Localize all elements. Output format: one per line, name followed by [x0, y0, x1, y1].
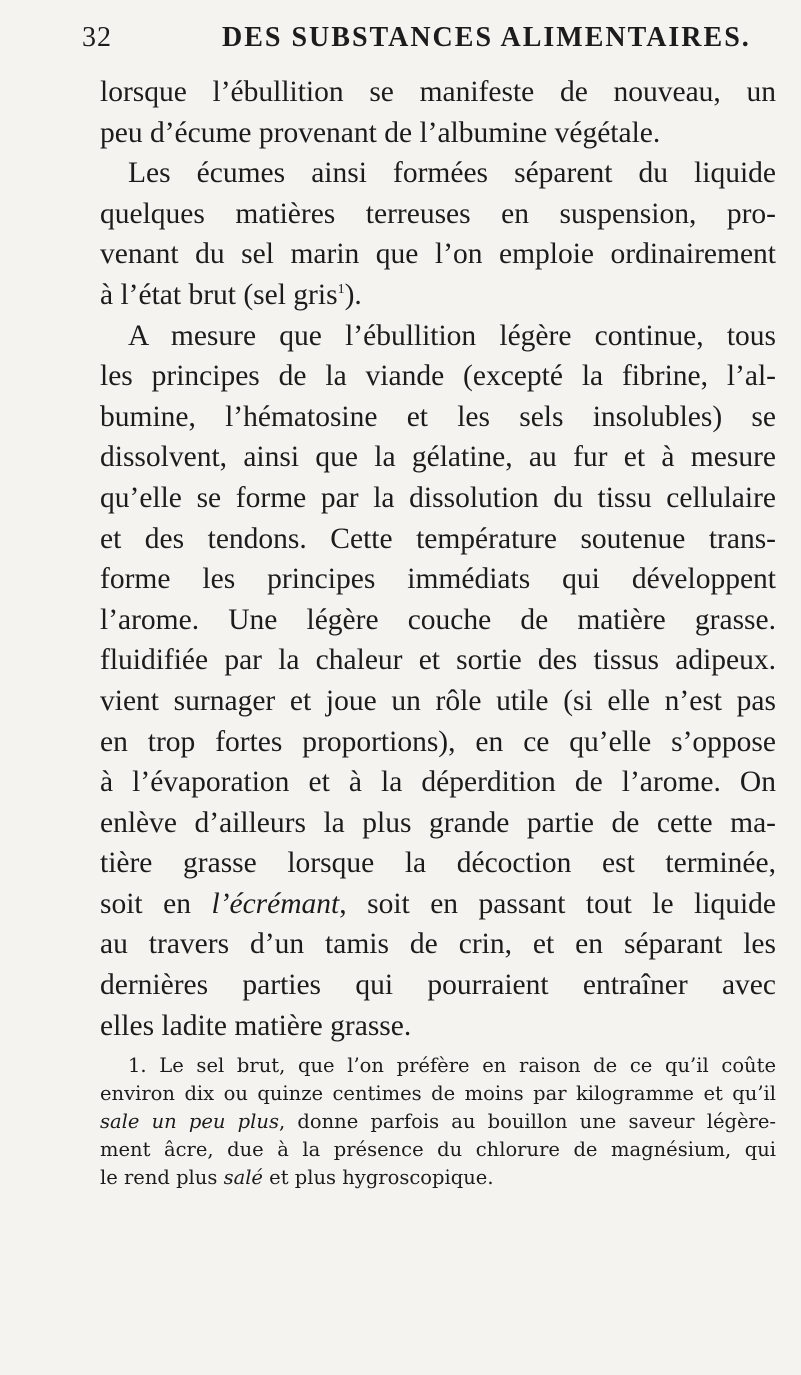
footnote-line	[100, 1108, 776, 1136]
footnote-line: ment âcre, due à la présence du chlorure de magnésium, qui	[100, 1138, 776, 1161]
footnote-line: 1. Le sel brut, que l’on préfère en raison de ce qu’il coûte	[128, 1054, 776, 1077]
text-line: l’arome. Une légère couche de matière grasse.	[100, 603, 776, 636]
page-number: 32	[82, 22, 112, 53]
text-line: elles ladite matière grasse.	[100, 1009, 412, 1042]
text-segment: soit en	[100, 887, 212, 920]
text-line: dernières parties qui pourraient entraîner avec	[100, 969, 776, 1002]
italic-term: l’écrémant	[211, 887, 340, 920]
text-line: Les écumes ainsi formées séparent du liquide	[128, 157, 776, 190]
text-line: lorsque l’ébullition se manifeste de nouveau, un	[100, 76, 776, 108]
text-line	[100, 275, 776, 316]
text-line: les principes de la viande (excepté la fibrine, l’al-	[100, 360, 776, 393]
main-text	[100, 72, 776, 1046]
text-line: bumine, l’hématosine et les sels insolubles) se	[100, 400, 776, 433]
text-line: et des tendons. Cette température soutenue trans-	[100, 522, 776, 555]
text-line	[100, 884, 776, 925]
text-line: à l’évaporation et à la déperdition de l’arome. On	[100, 766, 776, 799]
running-header	[82, 22, 772, 62]
text-line: forme les principes immédiats qui développent	[100, 563, 776, 596]
text-line: au travers d’un tamis de crin, et en séparant les	[100, 928, 776, 961]
text-line: enlève d’ailleurs la plus grande partie de cette ma-	[100, 806, 776, 839]
footnote-line	[100, 1164, 776, 1192]
text-line: peu d’écume provenant de l’albumine végétale.	[100, 116, 661, 149]
italic-term: salé	[223, 1166, 263, 1189]
text-line: quelques matières terreuses en suspension, pro-	[100, 197, 776, 230]
text-segment: le rend plus	[100, 1166, 224, 1189]
text-segment: , soit en passant tout le liquide	[339, 887, 776, 920]
footnote	[100, 1052, 776, 1192]
footnote-line: environ dix ou quinze centimes de moins par kilogramme et qu’il	[100, 1082, 776, 1105]
text-segment: à l’état brut (sel gris	[100, 278, 338, 311]
text-line: vient surnager et joue un rôle utile (si elle n’est pas	[100, 684, 776, 717]
running-title: DES SUBSTANCES ALIMENTAIRES.	[222, 22, 751, 53]
text-segment: et plus hygroscopique.	[262, 1166, 494, 1189]
text-segment: ).	[344, 278, 362, 311]
text-line: dissolvent, ainsi que la gélatine, au fur et à mesure	[100, 441, 776, 474]
text-line: venant du sel marin que l’on emploie ordinairement	[100, 238, 776, 271]
text-line: A mesure que l’ébullition légère continue, tous	[128, 319, 776, 352]
italic-term: sale un peu plus	[100, 1110, 279, 1133]
text-line: qu’elle se forme par la dissolution du tissu cellulaire	[100, 481, 776, 514]
text-line: fluidifiée par la chaleur et sortie des tissus adipeux.	[100, 644, 776, 677]
footnote-marker: 1	[337, 282, 345, 298]
text-line: en trop fortes proportions), en ce qu’elle s’oppose	[100, 725, 776, 758]
text-line: tière grasse lorsque la décoction est terminée,	[100, 847, 776, 880]
text-segment: , donne parfois au bouillon une saveur légère-	[278, 1110, 776, 1133]
